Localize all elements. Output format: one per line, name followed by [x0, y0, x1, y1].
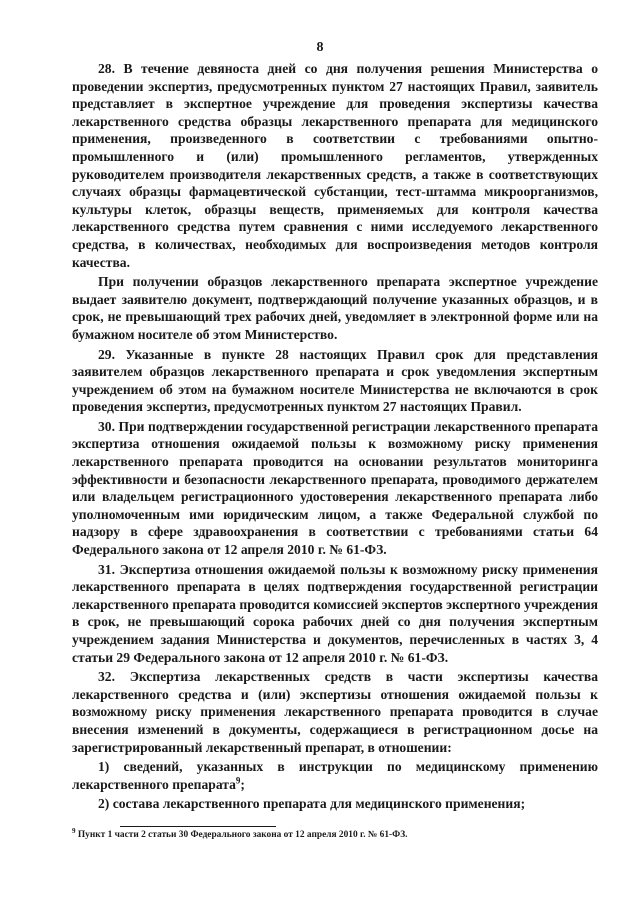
- paragraph-29: 29. Указанные в пункте 28 настоящих Правил срок для представления заявителем образцов лекарственного препарата и срок уведомления экспертным учреждением об этом на бумажном носителе Министерства не включаются в срок проведения экспертиз, предусмотренных пунктом 27 настоящих Правил.: [72, 346, 598, 415]
- list-item-1-suffix: ;: [240, 776, 245, 792]
- footnote-text: Пункт 1 части 2 статьи 30 Федерального закона от 12 апреля 2010 г. № 61-ФЗ.: [75, 830, 408, 840]
- page-number: 8: [316, 40, 324, 55]
- footnote-divider: [120, 826, 276, 827]
- footnote: [72, 826, 598, 841]
- footnote-marker: 9: [72, 826, 76, 835]
- list-item-1: [72, 758, 598, 793]
- paragraph-28: 28. В течение девяноста дней со дня получения решения Министерства о проведении экспертиз, предусмотренных пунктом 27 настоящих Правил, заявитель представляет в экспертное учреждение для проведения экспертизы качества лекарственного средства образцы лекарственного препарата для медицинского применения, произведенного в соответствии с требованиями опытно-промышленного и (или) промышленного регламентов, утвержденных руководителем производителя лекарственных средств, а также в соответствующих случаях образцы фармацевтической субстанции, тест-штамма микроорганизмов, культуры клеток, образцы веществ, применяемых для контроля качества лекарственного средства путем сравнения с ними исследуемого лекарственного средства, в количествах, необходимых для воспроизведения методов контроля качества.: [72, 61, 598, 270]
- paragraph-30: 30. При подтверждении государственной регистрации лекарственного препарата экспертиза отношения ожидаемой пользы к возможному риску применения лекарственного препарата проводится на основании результатов мониторинга эффективности и безопасности лекарственного препарата, проводимого держателем или владельцем регистрационного удостоверения лекарственного препарата либо уполномоченным ими юридическим лицом, а также Федеральной службой по надзору в сфере здравоохранения в соответствии с требованиями статьи 64 Федерального закона от 12 апреля 2010 г. № 61-ФЗ.: [72, 418, 598, 558]
- footnote-reference[interactable]: 9: [235, 775, 241, 786]
- paragraph-32: 32. Экспертиза лекарственных средств в части экспертизы качества лекарственного средства и (или) экспертизы отношения ожидаемой пользы к возможному риску применения лекарственного препарата проводится в случае внесения изменений в документы, содержащиеся в регистрационном досье на зарегистрированный лекарственный препарат, в отношении:: [72, 669, 598, 755]
- paragraph-28-samples-receipt: При получении образцов лекарственного препарата экспертное учреждение выдает заявителю документ, подтверждающий получение указанных образцов, и в срок, не превышающий трех рабочих дней, уведомляет в электронной форме или на бумажном носителе об этом Министерство.: [72, 274, 598, 342]
- document-body: [72, 60, 598, 813]
- paragraph-31: 31. Экспертиза отношения ожидаемой пользы к возможному риску применения лекарственного препарата в целях подтверждения государственной регистрации лекарственного препарата проводится комиссией экспертов экспертного учреждения в срок, не превышающий сорока рабочих дней со дня получения экспертным учреждением задания Министерства и документов, перечисленных в частях 3, 4 статьи 29 Федерального закона от 12 апреля 2010 г. № 61-ФЗ.: [72, 561, 598, 665]
- list-item-1-text: 1) сведений, указанных в инструкции по медицинскому применению лекарственного препарата: [72, 759, 598, 792]
- list-item-2: 2) состава лекарственного препарата для медицинского применения;: [98, 796, 526, 812]
